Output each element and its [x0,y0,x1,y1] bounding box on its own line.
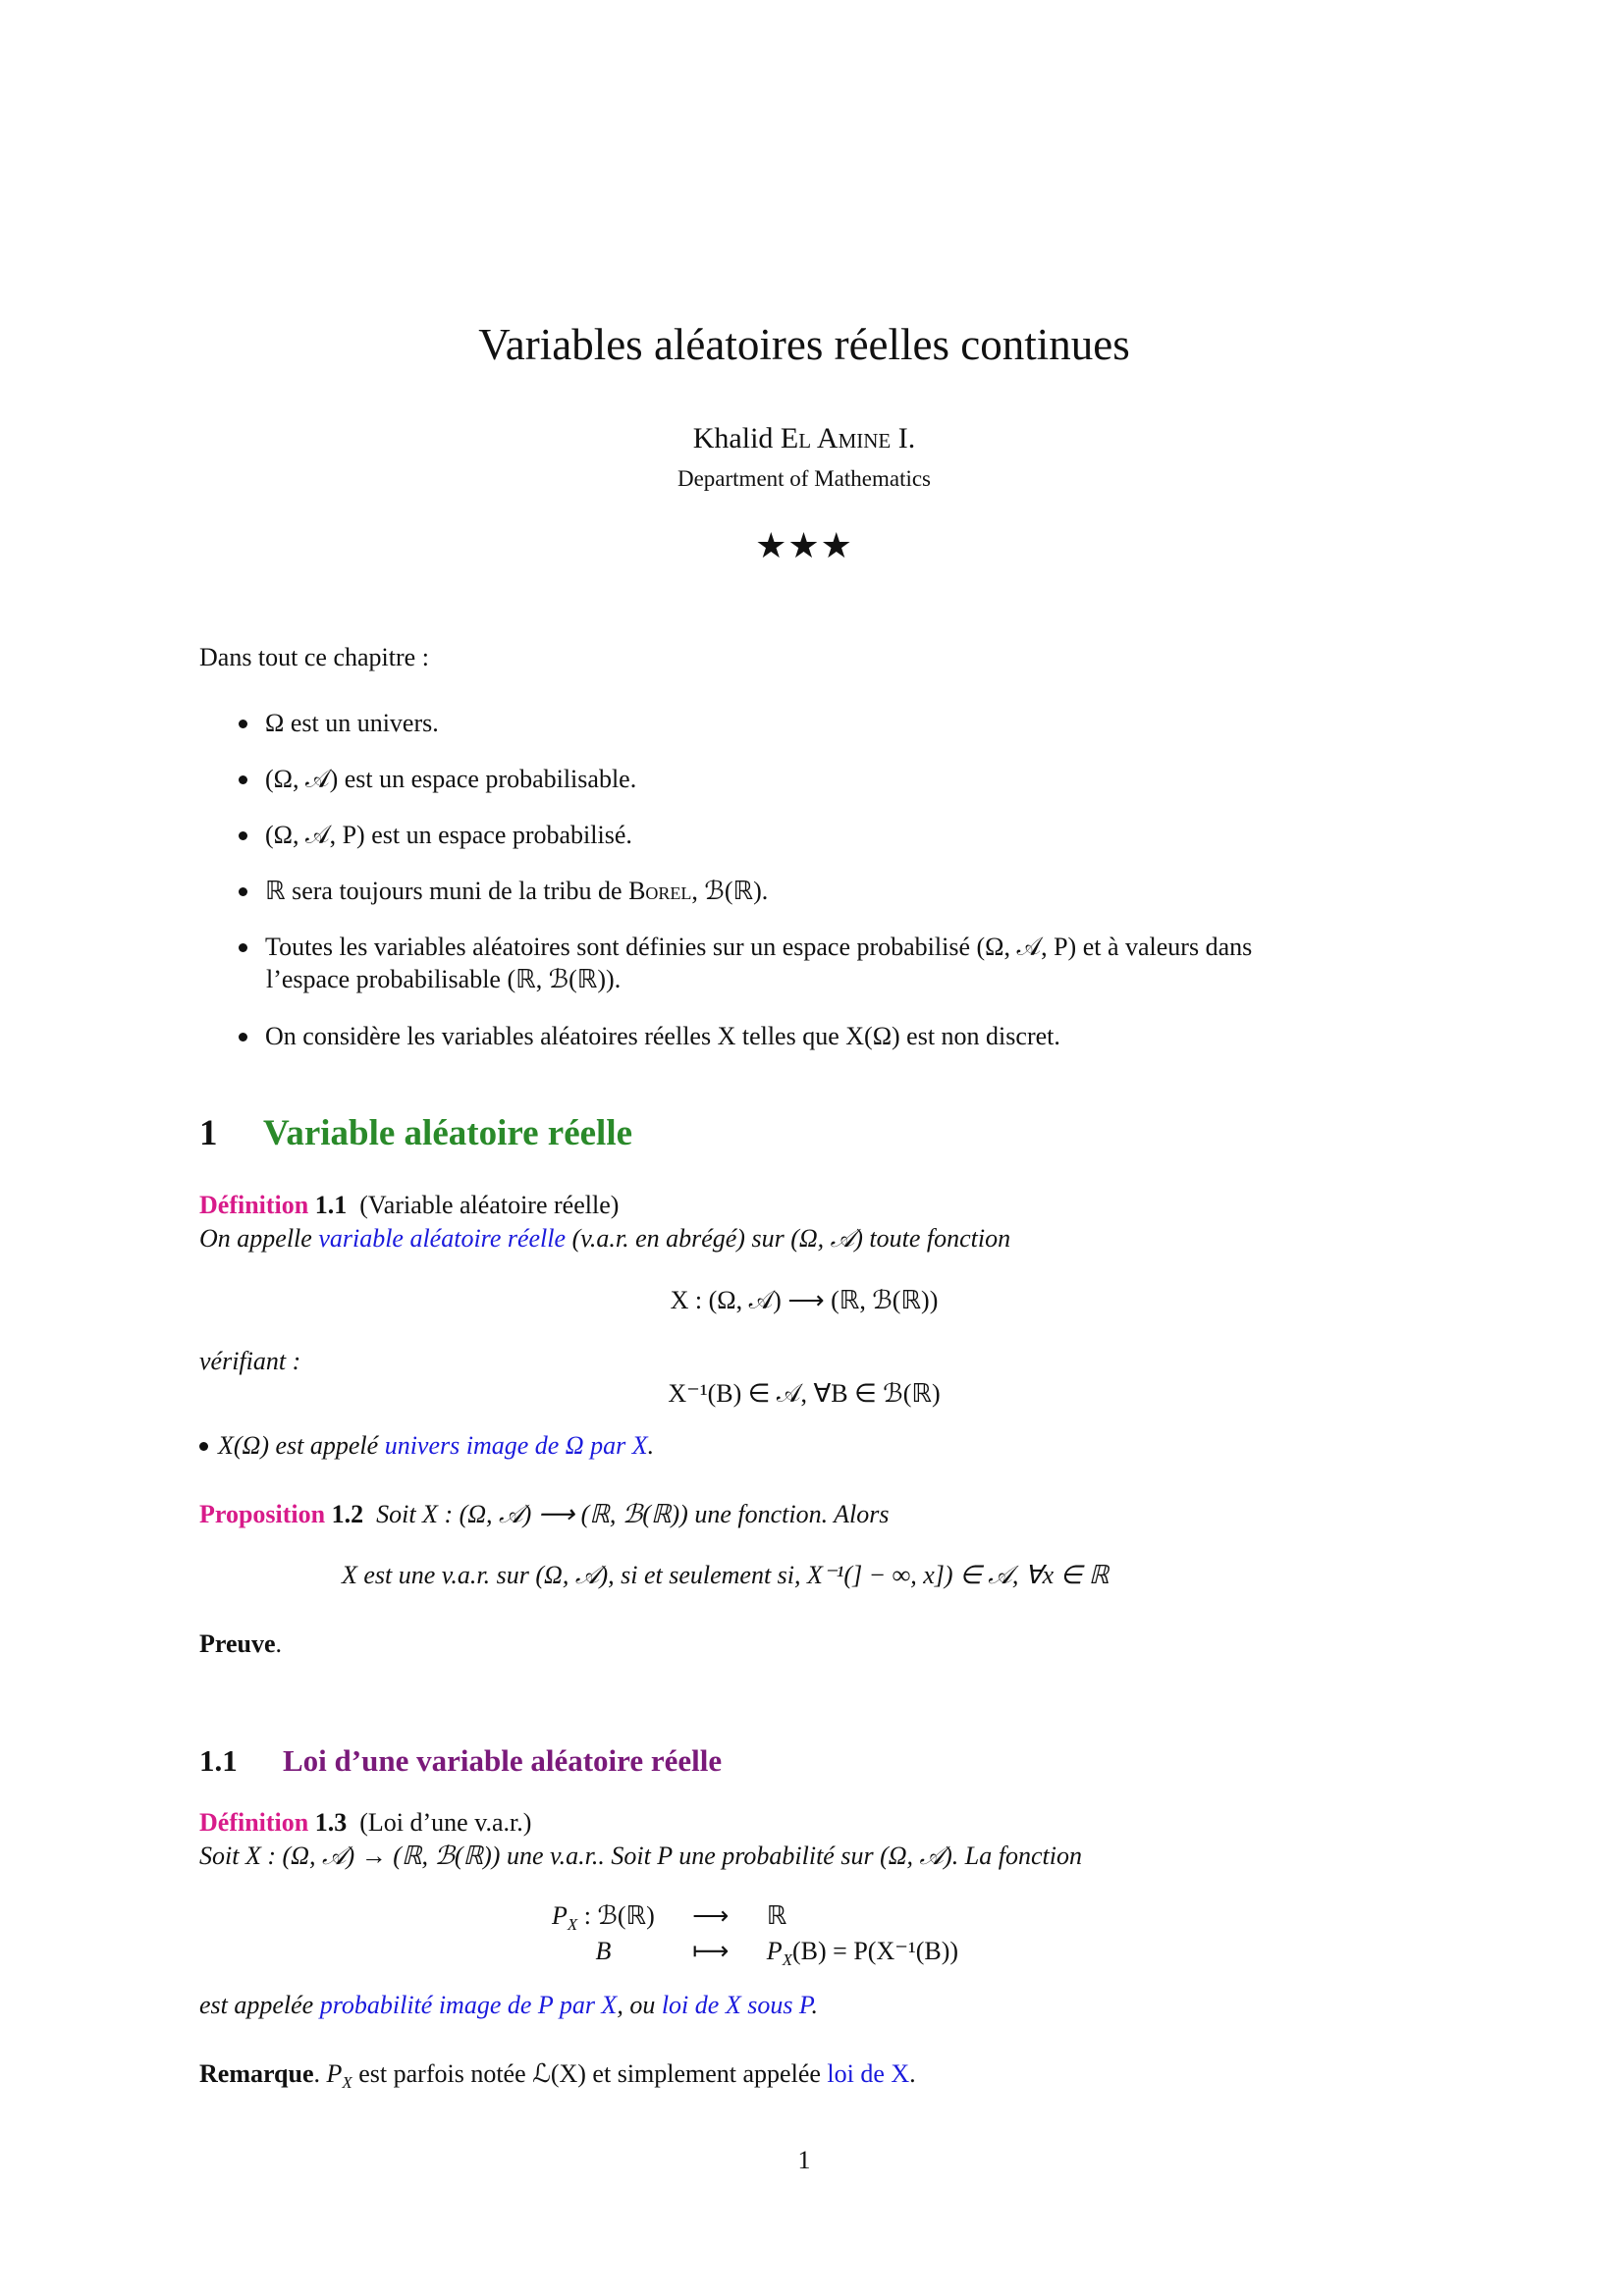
department: Department of Mathematics [677,466,932,491]
proposition-statement: Soit X : (Ω, 𝒜) ⟶ (ℝ, ℬ(ℝ)) une fonction. Alors [376,1500,890,1528]
author [0,422,1608,455]
definition-label: Définition [199,1191,309,1219]
bullet-icon [239,720,247,728]
author-suffix: I. [891,422,916,454]
list-item: Toutes les variables aléatoires sont définies sur un espace probabilisé (Ω, 𝒜, P) et à valeurs dans [239,933,1252,963]
function-map: $P_X$ : ℬ(ℝ) ⟶ ℝ B ⟼ $P_X(B) = P(X^{-1}(B))$ [552,1901,959,1970]
bullet-icon [239,1033,247,1041]
list-item: (Ω, 𝒜, P) est un espace probabilisé. [239,821,632,851]
intro-lead: Dans tout ce chapitre : [199,643,429,671]
remark: Remarque. $P_X$ est parfois notée ℒ(X) et simplement appelée loi de X. [199,2059,916,2093]
definition-header [199,1191,619,1220]
definition-text: On appelle variable aléatoire réelle (v.a.r. en abrégé) sur (Ω, 𝒜) toute fonction [199,1224,1011,1253]
list-item: ℝ sera toujours muni de la tribu de Borel, ℬ(ℝ). [239,877,768,906]
definition-text: est appelée probabilité image de P par X, ou loi de X sous P. [199,1991,818,2019]
subsection-number: 1.1 [199,1743,238,1778]
section-number: 1 [199,1113,218,1153]
remark-label: Remarque [199,2059,314,2088]
list-item: Ω est un univers. [239,709,439,738]
bullet-icon [239,775,247,784]
definition-number: 1.1 [314,1191,348,1219]
bullet-icon [239,943,247,952]
subsection-heading [199,1743,722,1779]
term: univers image de Ω par X [384,1431,648,1460]
bullet-icon [239,831,247,840]
author-last-name: El Amine [780,422,892,454]
bullet-icon [199,1442,208,1451]
definition-name: (Variable aléatoire réelle) [359,1191,620,1219]
term: loi de X [827,2059,910,2088]
list-item-continuation: l’espace probabilisable (ℝ, ℬ(ℝ)). [266,965,622,993]
definition-note: X(Ω) est appelé univers image de Ω par X. [199,1431,654,1461]
formula: X est une v.a.r. sur (Ω, 𝒜), si et seulement si, X⁻¹(] − ∞, x]) ∈ 𝒜, ∀x ∈ ℝ [342,1561,1110,1589]
proposition-label: Proposition [199,1500,326,1528]
term: variable aléatoire réelle [318,1224,567,1253]
mapsto-icon: ⟼ [692,1937,730,1966]
proposition [199,1500,889,1530]
definition-name: (Loi d’une v.a.r.) [359,1808,532,1837]
author-first-name: Khalid [692,422,781,454]
term: loi de X sous P [661,1991,812,2019]
definition-header [199,1808,531,1838]
section-heading [199,1112,632,1154]
bullet-icon [239,887,247,896]
formula: X⁻¹(B) ∈ 𝒜, ∀B ∈ ℬ(ℝ) [668,1379,941,1408]
definition-number: 1.3 [314,1808,348,1837]
proof-label: Preuve. [199,1629,282,1658]
subsection-title: Loi d’une variable aléatoire réelle [283,1743,723,1778]
section-title: Variable aléatoire réelle [263,1113,633,1153]
proposition-number: 1.2 [331,1500,364,1528]
definition-text: vérifiant : [199,1347,301,1375]
star-ornament-icon: ★★★ [755,526,853,566]
page-number: 1 [797,2146,811,2174]
term: probabilité image de P par X [319,1991,618,2019]
list-item: On considère les variables aléatoires réelles X telles que X(Ω) est non discret. [239,1022,1060,1051]
list-item: (Ω, 𝒜) est un espace probabilisable. [239,765,636,795]
document-title: Variables aléatoires réelles continues [478,320,1130,369]
arrow-icon: ⟶ [692,1901,730,1930]
definition-label: Définition [199,1808,309,1837]
formula: X : (Ω, 𝒜) ⟶ (ℝ, ℬ(ℝ)) [670,1286,939,1314]
definition-text: Soit X : (Ω, 𝒜) → (ℝ, ℬ(ℝ)) une v.a.r.. Soit P une probabilité sur (Ω, 𝒜). La fonction [199,1842,1082,1870]
